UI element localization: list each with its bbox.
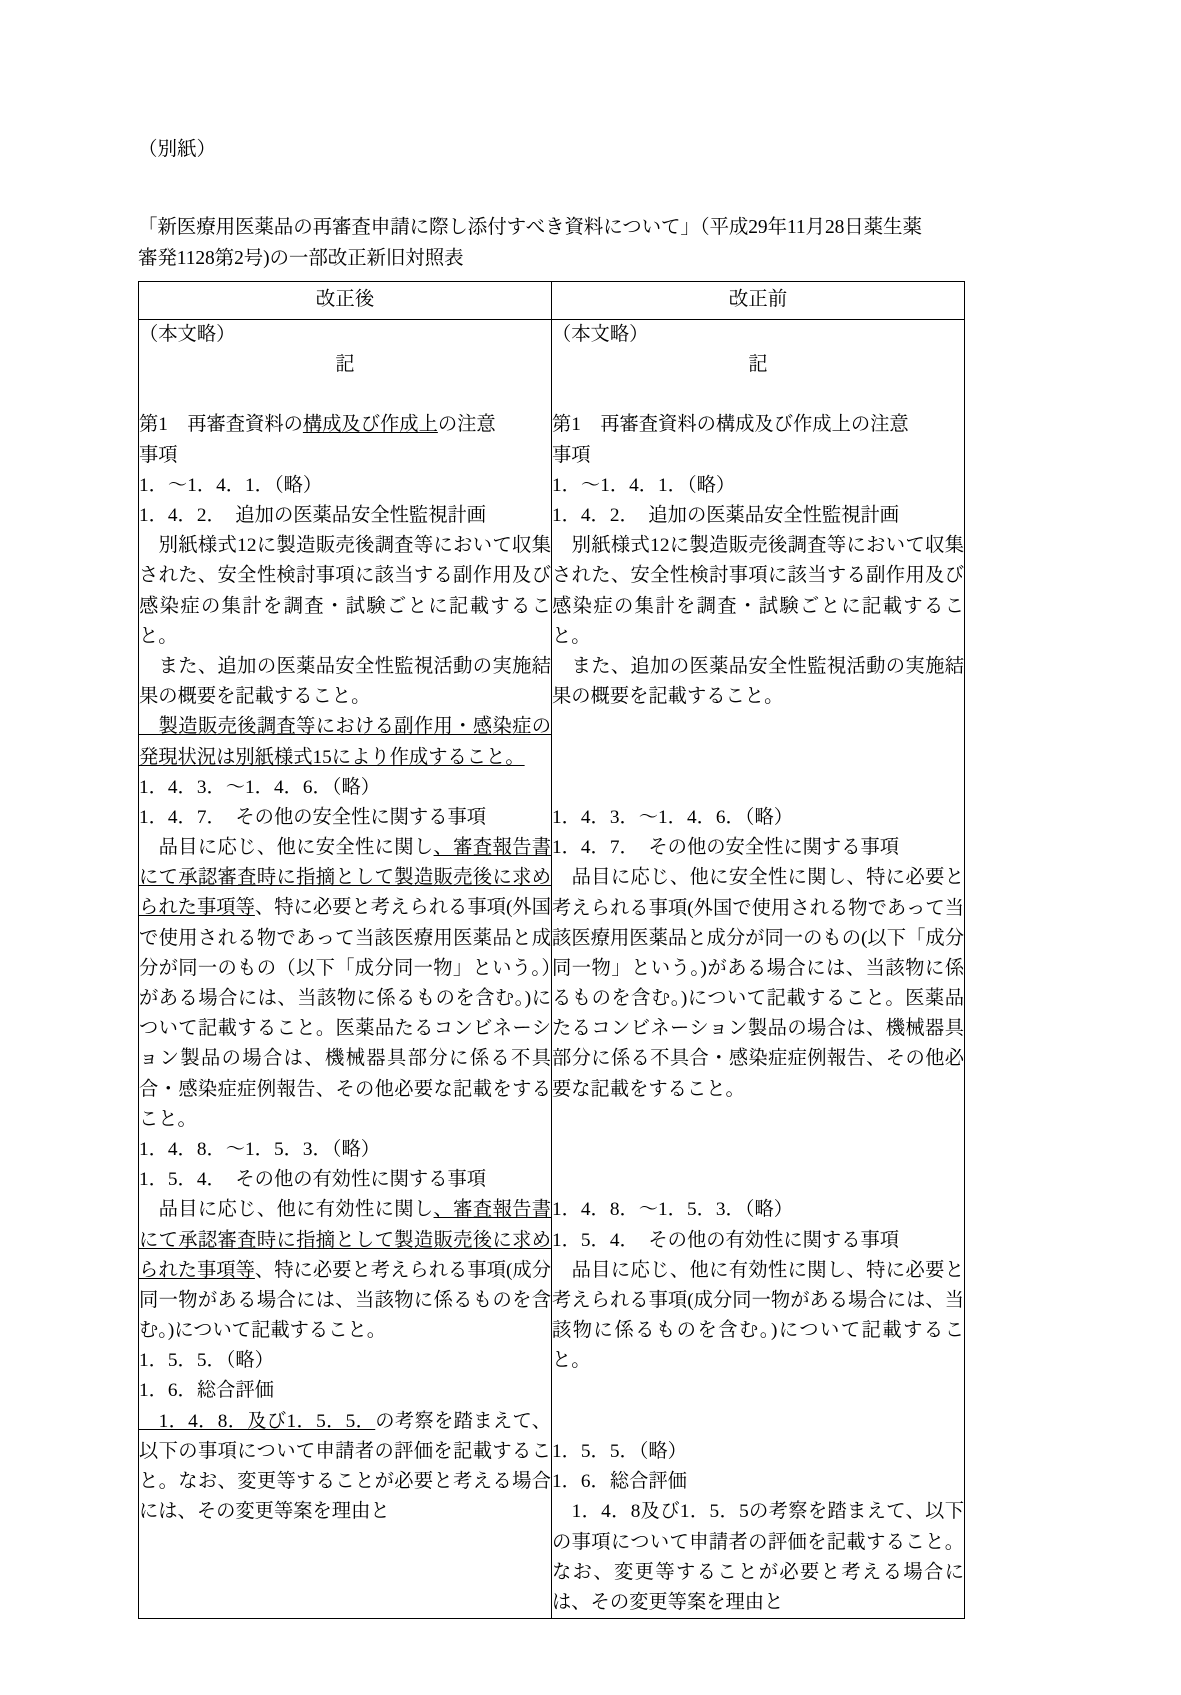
before-item-1-141: 1．〜1．4．1．（略） [552, 474, 736, 496]
before-item-142-title: 1．4．2． 追加の医薬品安全性監視計画 [552, 505, 900, 527]
cell-after [139, 319, 552, 1618]
after-item-147-body [139, 833, 551, 1135]
table-header-row [139, 281, 965, 319]
after-item-154-underline: 、審査報告書にて承認審査時に指摘として製造販売後に求められた事項等 [139, 1199, 552, 1281]
after-ki: 記 [335, 354, 355, 376]
after-item-155: 1．5．5．（略） [139, 1350, 274, 1372]
after-heading-dai1 [139, 410, 551, 440]
column-header-before: 改正前 [552, 281, 965, 319]
after-item-16-body [139, 1407, 551, 1528]
spacer [139, 380, 551, 410]
after-heading-dai1-pre: 第1 再審査資料の [139, 414, 303, 436]
before-item-16-body: 1．4．8及び1．5．5の考察を踏まえて、以下の事項について申請者の評価を記載すること。なお、変更等することが必要と考える場合には、その変更等案を理由と [552, 1501, 964, 1613]
before-item-147-body: 品目に応じ、他に安全性に関し、特に必要と考えられる事項(外国で使用される物であって当該医療用医薬品と成分が同一のもの(以下「成分同一物」という。)がある場合には、当該物に係るものを含む。)について記載すること。医薬品たるコンビネーション製品の場合は、機械器具部分に係る不具合・感染症症例報告、その他必要な記載をすること。 [552, 867, 964, 1100]
after-item-142-title: 1．4．2． 追加の医薬品安全性監視計画 [139, 505, 487, 527]
page-title-line-2: 審発1128第2号)の一部改正新旧対照表 [138, 248, 464, 270]
before-item-16-title: 1．6．総合評価 [552, 1471, 687, 1493]
after-item-147-pre: 品目に応じ、他に安全性に関し [139, 837, 434, 859]
spacer [552, 1105, 964, 1135]
before-heading-dai1: 第1 再審査資料の構成及び作成上の注意 [552, 414, 909, 436]
before-ki: 記 [748, 354, 768, 376]
after-item-154-post: 、特に必要と考えられる事項(成分同一物がある場合には、当該物に係るものを含む。)について記載すること。 [139, 1259, 552, 1342]
after-heading-dai1-post: の注意 [437, 414, 496, 436]
after-item-142-added: 製造販売後調査等における副作用・感染症の発現状況は別紙様式15により作成すること。 [139, 716, 551, 768]
attachment-tag: （別紙） [138, 139, 217, 160]
after-heading-dai1-line2: 事項 [139, 444, 178, 466]
spacer [552, 1377, 964, 1407]
before-item-154-body: 品目に応じ、他に有効性に関し、特に必要と考えられる事項(成分同一物がある場合には、当該物に係るものを含む。)について記載すること。 [552, 1259, 964, 1372]
before-item-148-153: 1．4．8．〜1．5．3．（略） [552, 1199, 794, 1221]
after-item-147-post: 、特に必要と考えられる事項(外国で使用される物であって当該医療用医薬品と成分が同一のもの（以下「成分同一物」という。）がある場合には、当該物に係るものを含む。)について記載すること。医薬品たるコンビネーション製品の場合は、機械器具部分に係る不具合・感染症症例報告、その他必要な記載をすること。 [139, 897, 552, 1130]
after-item-147-underline: 、審査報告書にて承認審査時に指摘として製造販売後に求められた事項等 [139, 837, 552, 919]
before-item-142-body2: また、追加の医薬品安全性監視活動の実施結果の概要を記載すること。 [552, 655, 964, 708]
spacer [552, 1165, 964, 1195]
after-heading-dai1-underline: 構成及び作成上 [302, 414, 438, 436]
after-item-1-141: 1．〜1．4．1．（略） [139, 474, 323, 496]
page-title-line-1: 「新医療用医薬品の再審査申請に際し添付すべき資料について」（平成29年11月28日薬生薬 [138, 216, 922, 238]
after-item-16-post: の考察を踏まえて、以下の事項について申請者の評価を記載すること。なお、変更等することが必要と考える場合には、その変更等案を理由と [139, 1410, 551, 1523]
table-row [139, 319, 965, 1618]
after-item-154-body [139, 1195, 551, 1346]
spacer [552, 1407, 964, 1437]
spacer [552, 712, 964, 742]
before-item-142-body: 別紙様式12に製造販売後調査等において収集された、安全性検討事項に該当する副作用及び感染症の集計を調査・試験ごとに記載すること。 [552, 535, 964, 647]
before-item-147-title: 1．4．7． その他の安全性に関する事項 [552, 837, 900, 859]
spacer [552, 773, 964, 803]
after-item-143-146: 1．4．3．〜1．4．6．（略） [139, 776, 381, 798]
after-item-148-153: 1．4．8．〜1．5．3．（略） [139, 1138, 381, 1160]
before-item-155: 1．5．5．（略） [552, 1440, 687, 1462]
spacer [552, 743, 964, 773]
before-item-143-146: 1．4．3．〜1．4．6．（略） [552, 806, 794, 828]
after-honbun-ryaku: （本文略） [139, 323, 236, 345]
spacer [552, 1135, 964, 1165]
after-item-147-title: 1．4．7． その他の安全性に関する事項 [139, 806, 487, 828]
before-honbun-ryaku: （本文略） [552, 323, 649, 345]
comparison-table [138, 281, 965, 1619]
cell-before [552, 319, 965, 1618]
after-item-154-pre: 品目に応じ、他に有効性に関し [139, 1199, 434, 1221]
after-item-16-underline: 1．4．8．及び1．5．5． [139, 1410, 376, 1432]
column-header-after: 改正後 [139, 281, 552, 319]
page-title [138, 212, 1031, 275]
before-item-154-title: 1．5．4． その他の有効性に関する事項 [552, 1229, 900, 1251]
spacer [552, 380, 964, 410]
after-item-142-body: 別紙様式12に製造販売後調査等において収集された、安全性検討事項に該当する副作用及び感染症の集計を調査・試験ごとに記載すること。 [139, 535, 551, 647]
after-item-16-title: 1．6．総合評価 [139, 1380, 274, 1402]
after-item-154-title: 1．5．4． その他の有効性に関する事項 [139, 1169, 487, 1191]
before-heading-dai1-line2: 事項 [552, 444, 591, 466]
after-item-142-body2: また、追加の医薬品安全性監視活動の実施結果の概要を記載すること。 [139, 655, 551, 708]
